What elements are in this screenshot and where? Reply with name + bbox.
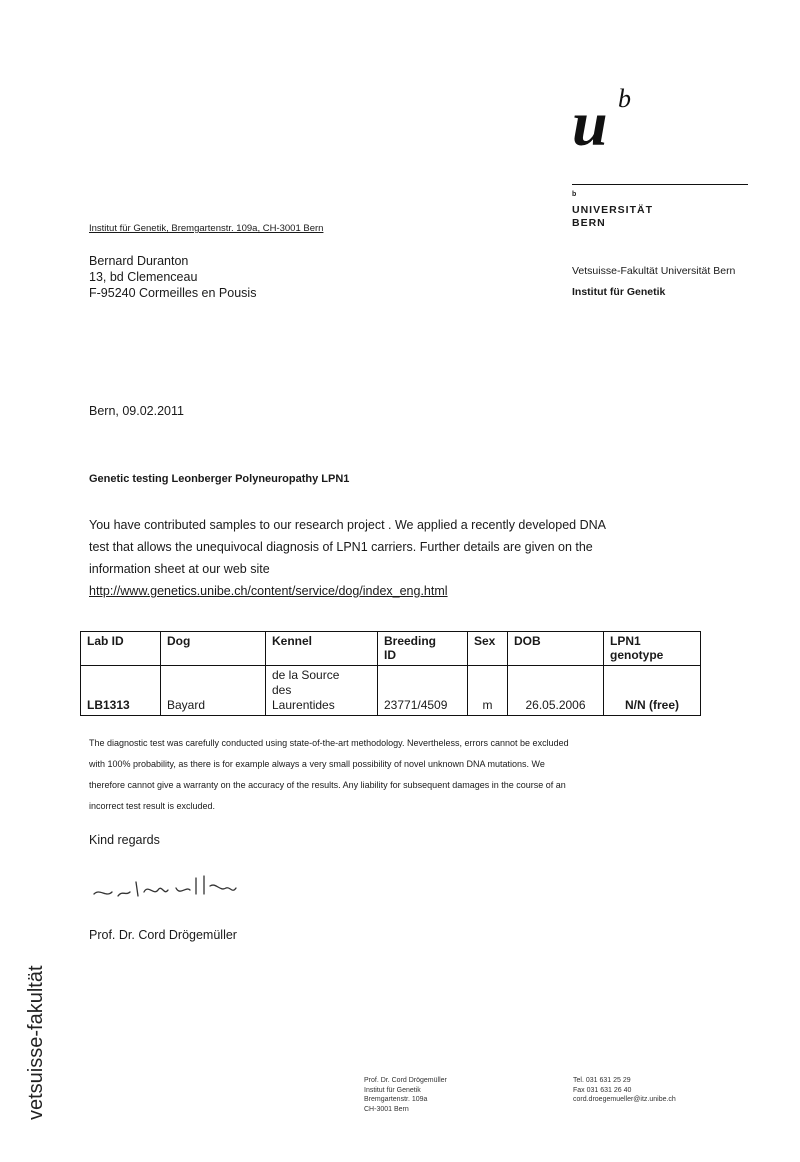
results-table — [80, 631, 701, 716]
website-link[interactable]: http://www.genetics.unibe.ch/content/service/dog/index_eng.html — [89, 584, 448, 598]
footer-city: CH-3001 Bern — [364, 1105, 409, 1113]
cell-dog: Bayard — [161, 666, 266, 716]
header-breeding-id-line2: ID — [384, 648, 396, 662]
university-logo — [572, 84, 662, 162]
letter-subject: Genetic testing Leonberger Polyneuropathy LPN1 — [89, 473, 350, 485]
university-name — [572, 204, 653, 230]
university-name-line2: BERN — [572, 217, 606, 229]
cell-kennel — [266, 666, 378, 716]
disclaimer — [89, 733, 709, 817]
body-line: You have contributed samples to our research project . We applied a recently developed DNA — [89, 518, 606, 532]
footer-street: Bremgartenstr. 109a — [364, 1096, 428, 1103]
body-line: test that allows the unequivocal diagnosis of LPN1 carriers. Further details are given on the — [89, 540, 593, 554]
body-line: information sheet at our web site — [89, 562, 270, 576]
header-dog: Dog — [161, 632, 266, 666]
cell-kennel-line1: de la Source — [272, 668, 340, 682]
footer-institute: Institut für Genetik — [364, 1086, 421, 1094]
footer-tel: Tel. 031 631 25 29 — [573, 1077, 631, 1084]
header-genotype-line2: genotype — [610, 648, 664, 662]
logo-b: b — [618, 84, 631, 113]
footer-email[interactable]: cord.droegemueller@itz.unibe.ch — [573, 1096, 676, 1103]
signer-name: Prof. Dr. Cord Drögemüller — [89, 928, 237, 942]
sender-address-line: Institut für Genetik, Bremgartenstr. 109a, CH-3001 Bern — [89, 223, 324, 234]
university-name-line1: UNIVERSITÄT — [572, 204, 654, 216]
recipient-address — [89, 253, 256, 301]
footer-address — [364, 1076, 447, 1114]
cell-breeding-id: 23771/4509 — [378, 666, 468, 716]
disclaimer-line: The diagnostic test was carefully conducted using state-of-the-art methodology. Nevertheless, errors cannot be excluded — [89, 738, 569, 748]
vertical-brand-text: vetsuisse-fakultät — [25, 965, 47, 1120]
cell-lab-id: LB1313 — [81, 666, 161, 716]
disclaimer-line: incorrect test result is excluded. — [89, 801, 216, 811]
faculty-name: Vetsuisse-Fakultät Universität Bern — [572, 265, 736, 277]
logo-u: u — [572, 88, 608, 159]
table-row — [81, 666, 701, 716]
cell-genotype: N/N (free) — [604, 666, 701, 716]
disclaimer-line: therefore cannot give a warranty on the accuracy of the results. Any liability for subsequent damages in the course of an — [89, 780, 566, 790]
letter-date: Bern, 09.02.2011 — [89, 404, 184, 418]
footer-contact — [573, 1076, 676, 1105]
header-breeding-id — [378, 632, 468, 666]
header-kennel: Kennel — [266, 632, 378, 666]
footer-fax: Fax 031 631 26 40 — [573, 1086, 632, 1094]
recipient-city: F-95240 Cormeilles en Pousis — [89, 286, 257, 300]
recipient-street: 13, bd Clemenceau — [89, 270, 198, 284]
vetsuisse-vertical-brand — [20, 940, 50, 1120]
recipient-name: Bernard Duranton — [89, 254, 189, 268]
logo-rule — [572, 184, 748, 185]
header-breeding-id-line1: Breeding — [384, 634, 437, 648]
institute-name: Institut für Genetik — [572, 286, 666, 298]
header-dob: DOB — [508, 632, 604, 666]
letter-body — [89, 514, 689, 602]
signature — [92, 868, 272, 908]
header-genotype — [604, 632, 701, 666]
disclaimer-line: with 100% probability, as there is for example always a very small possibility of novel unknown DNA mutations. We — [89, 759, 545, 769]
cell-kennel-line2: des — [272, 683, 292, 697]
footer-name: Prof. Dr. Cord Drögemüller — [364, 1077, 447, 1084]
header-genotype-line1: LPN1 — [610, 634, 641, 648]
logo-small-b: b — [572, 191, 577, 198]
cell-sex: m — [468, 666, 508, 716]
closing: Kind regards — [89, 833, 160, 847]
table-header-row — [81, 632, 701, 666]
header-lab-id: Lab ID — [81, 632, 161, 666]
cell-dob: 26.05.2006 — [508, 666, 604, 716]
header-sex: Sex — [468, 632, 508, 666]
cell-kennel-line3: Laurentides — [272, 698, 335, 712]
